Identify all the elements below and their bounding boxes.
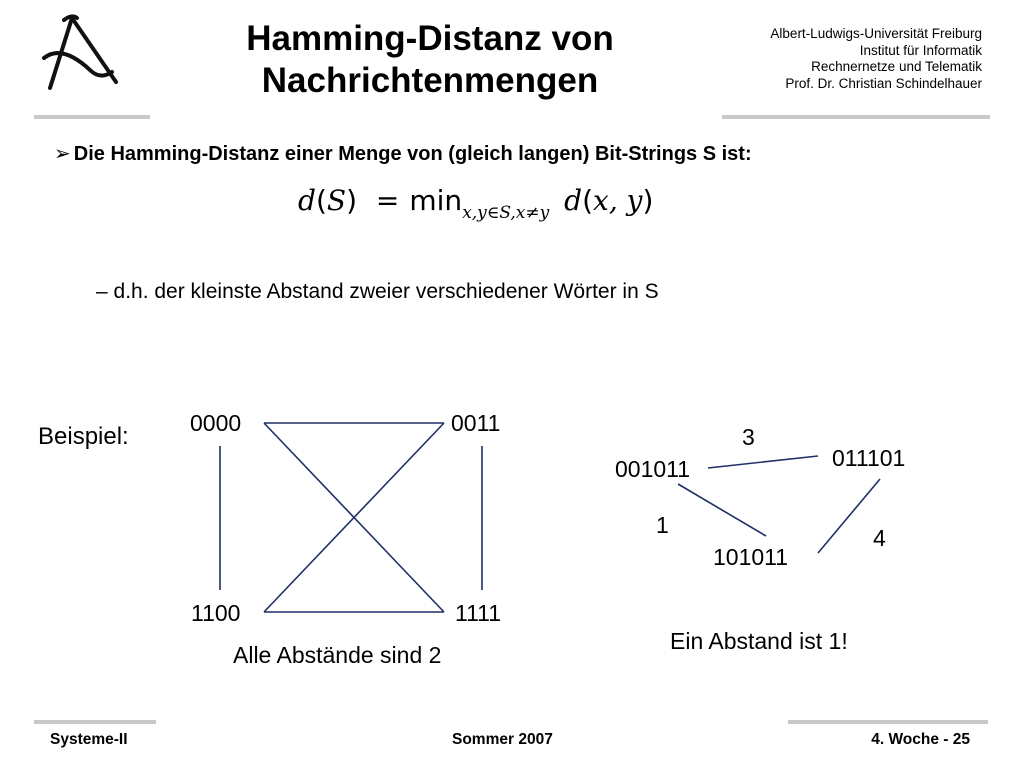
sub-bullet: – d.h. der kleinste Abstand zweier verschiedener Wörter in S [96,280,659,303]
node-0000: 0000 [190,410,242,436]
formula-rhs-func: d [564,184,583,217]
edge-001011-011101 [708,456,818,468]
example-label: Beispiel: [38,423,129,450]
node-101011: 101011 [713,544,789,570]
right-caption: Ein Abstand ist 1! [670,628,848,654]
footer-left: Systeme-II [50,731,128,748]
node-0011: 0011 [451,410,501,436]
footer-bar-right [788,720,988,724]
formula-lhs-func: d [298,184,316,217]
node-1111: 1111 [455,600,502,626]
footer-bar-left [34,720,156,724]
formula-lhs-arg: S [326,184,347,217]
formula-rhs-args: x, y [593,184,643,217]
formula-lhs-open: ( [315,184,327,217]
edge-label-1: 1 [656,512,669,538]
node-1100: 1100 [191,600,241,626]
node-011101: 011101 [832,445,906,471]
edge-011101-101011 [818,479,880,553]
edge-label-3: 3 [742,424,755,450]
bullet-text: Die Hamming-Distanz einer Menge von (gleich langen) Bit-Strings S ist: [73,143,752,165]
footer-center: Sommer 2007 [452,731,553,748]
title-line-2: Nachrichtenmengen [261,61,599,100]
left-caption: Alle Abstände sind 2 [233,642,442,668]
edge-label-4: 4 [873,525,886,551]
affiliation-line: Prof. Dr. Christian Schindelhauer [785,75,982,91]
formula-min: min [409,184,463,217]
bullet-arrow-icon: ➢ [54,143,71,165]
title-line-1: Hamming-Distanz von [246,19,614,58]
footer-right: 4. Woche - 25 [871,731,970,748]
affiliation-line: Institut für Informatik [859,42,982,58]
node-001011: 001011 [615,456,691,482]
edge-001011-101011 [678,484,766,536]
formula-lhs-close: ) [346,184,357,217]
affiliation-line: Rechnernetze und Telematik [811,59,982,74]
formula-equals: = [375,184,400,217]
formula-rhs-open: ( [582,184,594,217]
formula-rhs-close: ) [642,184,654,217]
affiliation-line: Albert-Ludwigs-Universität Freiburg [770,26,982,41]
formula-subscript: x,y∈S,x≠y [462,203,550,223]
